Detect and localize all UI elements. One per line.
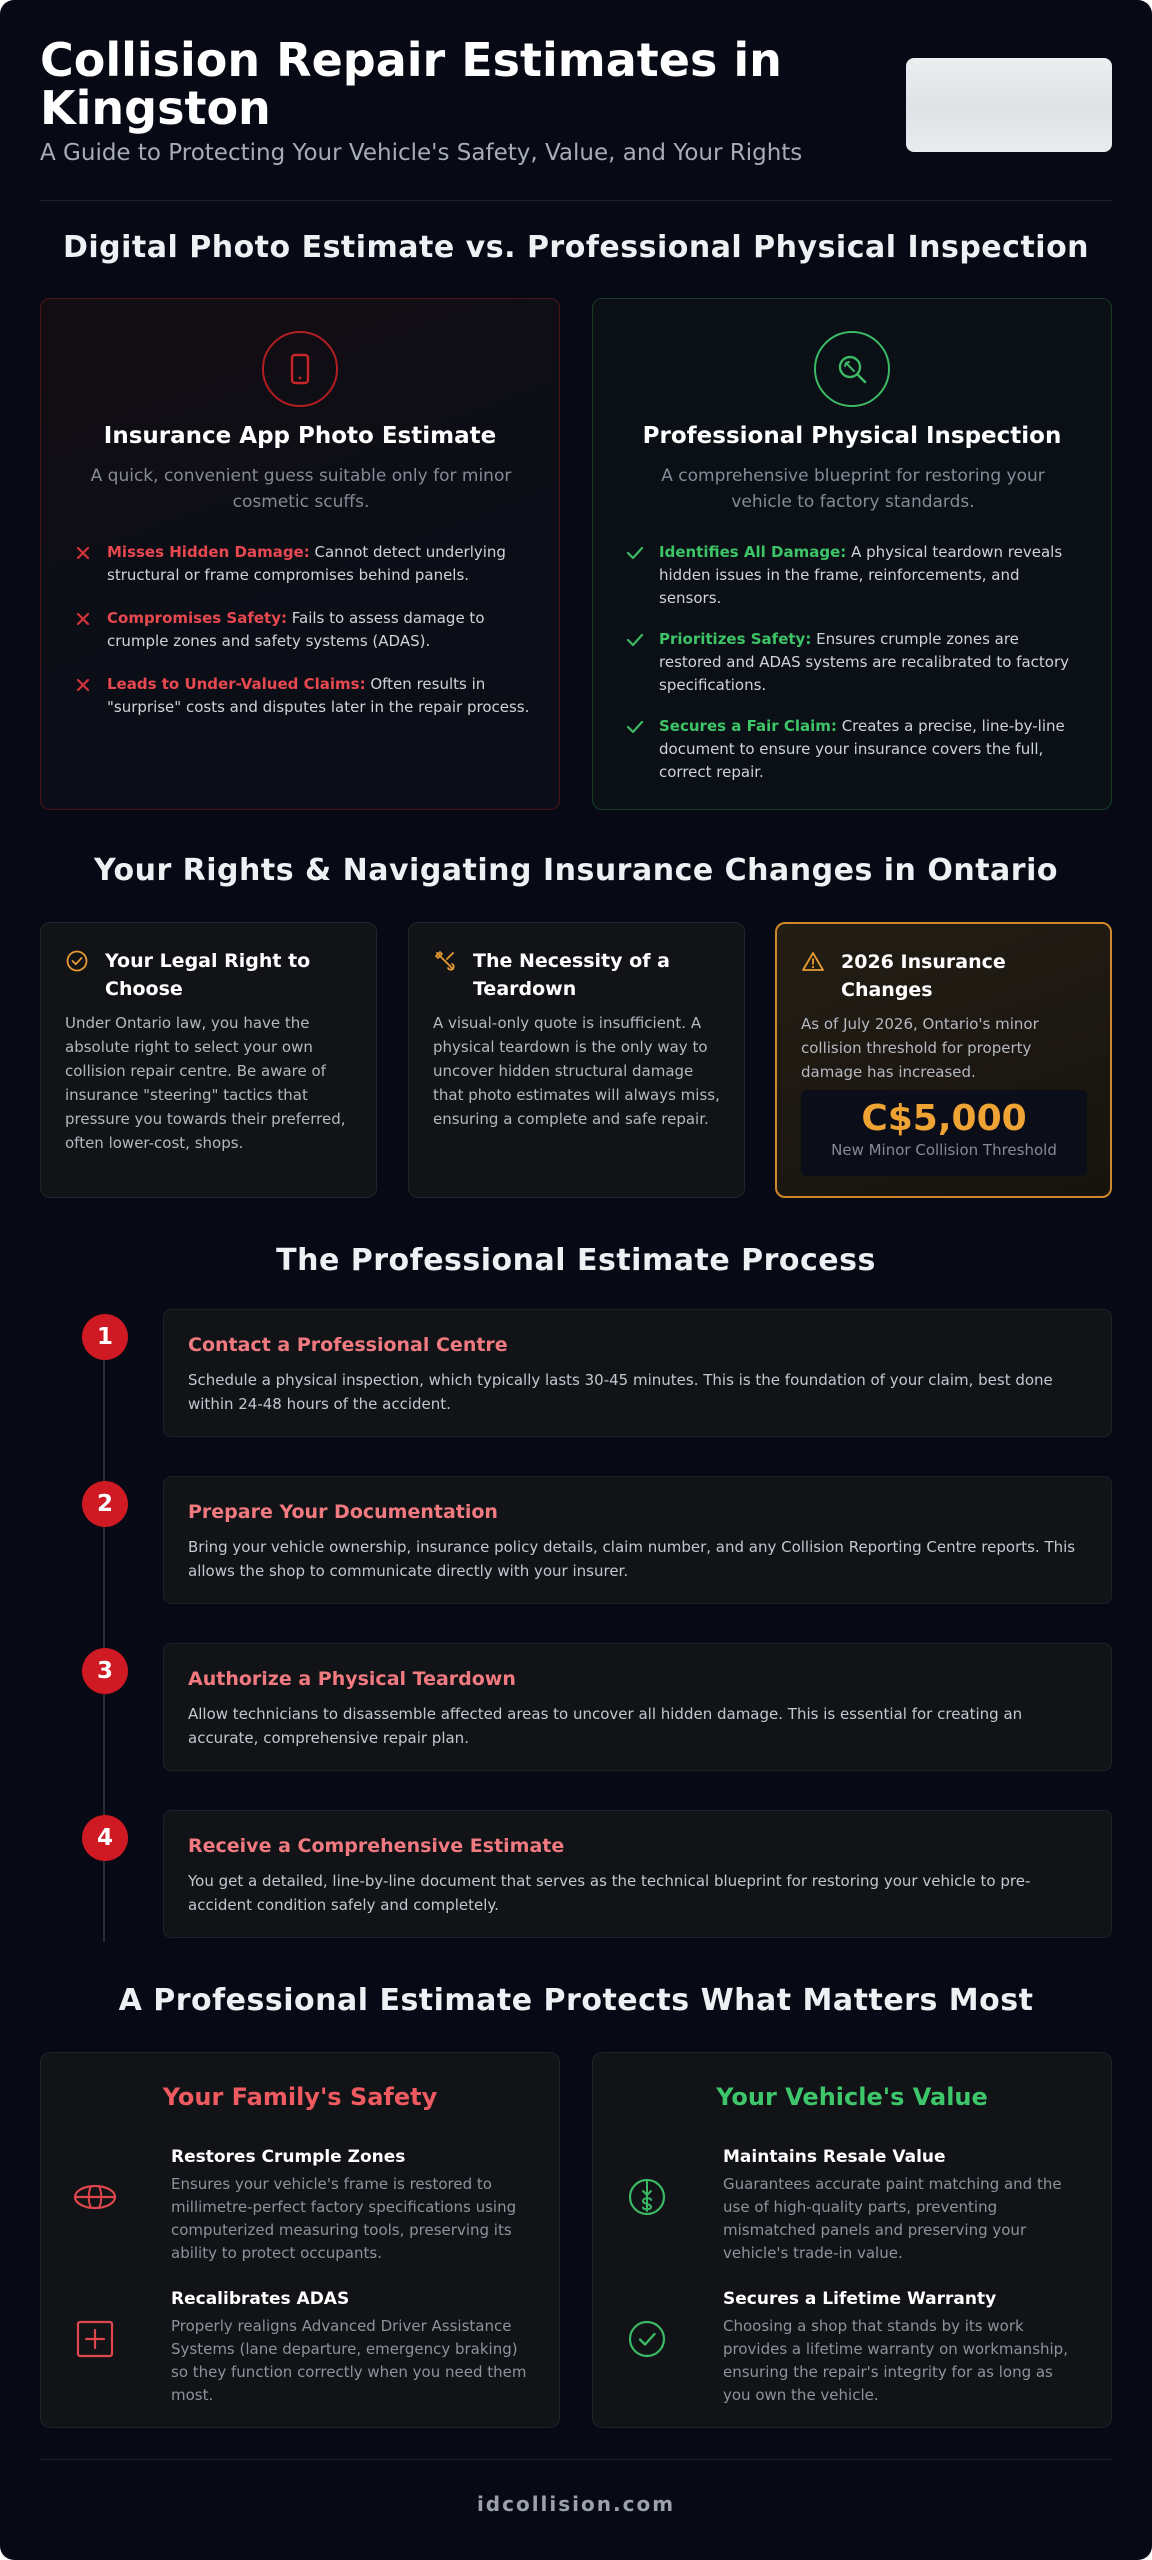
page-subtitle: A Guide to Protecting Your Vehicle's Safety, Value, and Your Rights (40, 140, 803, 166)
list-item (625, 715, 1085, 784)
legal-right-card (40, 922, 377, 1198)
phone-icon (262, 331, 338, 407)
photo-estimate-list (73, 541, 533, 739)
warning-icon (801, 950, 825, 974)
card-title: Your Vehicle's Value (716, 2083, 988, 2111)
card-title: The Necessity of a Teardown (473, 950, 670, 1000)
header-image (906, 58, 1112, 152)
teardown-card (408, 922, 745, 1198)
crumple-zone-icon (73, 2175, 117, 2219)
step-description: Allow technicians to disassemble affected areas to uncover all hidden damage. This is essential for creating an accurate, comprehensive repair plan. (188, 1705, 1023, 1747)
threshold-label: New Minor Collision Threshold (831, 1141, 1057, 1159)
plus-square-icon (73, 2317, 117, 2361)
process-section-title: The Professional Estimate Process (276, 1243, 876, 1278)
process-step (163, 1810, 1112, 1938)
photo-estimate-description: A quick, convenient guess suitable only for minor cosmetic scuffs. (90, 466, 512, 512)
threshold-amount: C$5,000 (861, 1098, 1027, 1139)
benefit-item (73, 2289, 533, 2407)
item-label: Compromises Safety: (107, 609, 287, 627)
item-label: Identifies All Damage: (659, 543, 847, 561)
card-body: Under Ontario law, you have the absolute right to select your own collision repair centre. Be aware of insurance "steering" tactics that pressure you towards their preferred, often lower-cost, shops. (65, 1014, 346, 1152)
page-title: Collision Repair Estimates in Kingston (40, 33, 782, 135)
item-label: Misses Hidden Damage: (107, 543, 310, 561)
benefit-item (73, 2147, 533, 2265)
photo-estimate-title: Insurance App Photo Estimate (103, 423, 497, 449)
process-step (163, 1643, 1112, 1771)
item-label: Leads to Under-Valued Claims: (107, 675, 366, 693)
magnifier-wrench-icon (814, 331, 890, 407)
benefit-item (625, 2289, 1085, 2407)
process-step (163, 1476, 1112, 1604)
card-body: As of July 2026, Ontario's minor collision threshold for property damage has increased. (801, 1015, 1039, 1081)
item-text: A physical teardown reveals hidden issues in the frame, reinforcements, and sensors. (659, 543, 1063, 607)
rights-section-title: Your Rights & Navigating Insurance Changes in Ontario (94, 853, 1058, 888)
benefit-title: Maintains Resale Value (723, 2147, 946, 2167)
benefit-text: Guarantees accurate paint matching and the use of high-quality parts, preventing mismatched panels and preserving your vehicle's trade-in value. (723, 2175, 1062, 2262)
insurance-changes-card (775, 922, 1112, 1198)
item-text: Creates a precise, line-by-line document to ensure your insurance covers the full, correct repair. (659, 717, 1065, 781)
step-description: You get a detailed, line-by-line document that serves as the technical blueprint for restoring your vehicle to pre-accident condition safely and completely. (188, 1872, 1031, 1914)
physical-inspection-description: A comprehensive blueprint for restoring your vehicle to factory standards. (661, 466, 1045, 512)
protects-section-title: A Professional Estimate Protects What Matters Most (118, 1983, 1034, 2018)
item-text: Fails to assess damage to crumple zones and safety systems (ADAS). (107, 609, 485, 650)
step-title: Prepare Your Documentation (188, 1501, 498, 1523)
benefit-title: Recalibrates ADAS (171, 2289, 350, 2309)
x-icon (73, 609, 93, 629)
physical-inspection-title: Professional Physical Inspection (642, 423, 1062, 449)
benefit-item (625, 2147, 1085, 2265)
tools-icon (433, 949, 457, 973)
step-title: Receive a Comprehensive Estimate (188, 1835, 565, 1857)
item-label: Secures a Fair Claim: (659, 717, 837, 735)
header (40, 33, 1112, 202)
benefit-text: Choosing a shop that stands by its work provides a lifetime warranty on workmanship, ensuring the repair's integrity for as long as you own the vehicle. (723, 2317, 1068, 2404)
photo-estimate-card (40, 298, 560, 810)
step-number: 2 (82, 1481, 128, 1527)
step-number: 1 (82, 1314, 128, 1360)
physical-inspection-list (625, 541, 1085, 802)
vehicle-value-card (592, 2052, 1112, 2428)
benefit-text: Properly realigns Advanced Driver Assistance Systems (lane departure, emergency braking) so they function correctly when you need them most. (171, 2317, 527, 2404)
check-circle-icon (625, 2317, 669, 2361)
benefit-title: Restores Crumple Zones (171, 2147, 406, 2167)
x-icon (73, 675, 93, 695)
step-title: Authorize a Physical Teardown (188, 1668, 516, 1690)
check-circle-icon (65, 949, 89, 973)
list-item (73, 541, 533, 587)
step-title: Contact a Professional Centre (188, 1334, 508, 1356)
card-title: Your Family's Safety (162, 2083, 438, 2111)
list-item (73, 673, 533, 719)
step-description: Schedule a physical inspection, which typically lasts 30-45 minutes. This is the foundation of your claim, best done within 24-48 hours of the accident. (188, 1371, 1053, 1413)
comparison-section-title: Digital Photo Estimate vs. Professional Physical Inspection (62, 230, 1090, 265)
footer-domain-link[interactable]: idcollision.com (476, 2492, 676, 2516)
footer-divider (40, 2459, 1112, 2460)
item-text: Often results in "surprise" costs and disputes later in the repair process. (107, 675, 530, 716)
x-icon (73, 543, 93, 563)
card-body: A visual-only quote is insufficient. A physical teardown is the only way to uncover hidden structural damage that photo estimates will always miss, ensuring a complete and safe repair. (433, 1014, 720, 1128)
benefit-text: Ensures your vehicle's frame is restored to millimetre-perfect factory specifications using computerized measuring tools, preserving its ability to protect occupants. (171, 2175, 517, 2262)
dollar-down-icon (625, 2175, 669, 2219)
step-number: 3 (82, 1648, 128, 1694)
list-item (73, 607, 533, 653)
family-safety-card (40, 2052, 560, 2428)
process-step (163, 1309, 1112, 1437)
item-text: Ensures crumple zones are restored and ADAS systems are recalibrated to factory specifications. (659, 630, 1069, 694)
physical-inspection-card (592, 298, 1112, 810)
card-title: Your Legal Right to Choose (105, 950, 311, 1000)
card-title: 2026 Insurance Changes (841, 951, 1006, 1001)
threshold-box (801, 1090, 1087, 1176)
check-icon (625, 543, 645, 563)
step-number: 4 (82, 1815, 128, 1861)
list-item (625, 628, 1085, 697)
check-icon (625, 630, 645, 650)
item-text: Cannot detect underlying structural or frame compromises behind panels. (107, 543, 506, 584)
list-item (625, 541, 1085, 610)
check-icon (625, 717, 645, 737)
item-label: Prioritizes Safety: (659, 630, 812, 648)
step-description: Bring your vehicle ownership, insurance policy details, claim number, and any Collision Reporting Centre reports. This allows the shop to communicate directly with your insurer. (188, 1538, 1076, 1580)
header-divider (40, 200, 1112, 201)
benefit-title: Secures a Lifetime Warranty (723, 2289, 997, 2309)
